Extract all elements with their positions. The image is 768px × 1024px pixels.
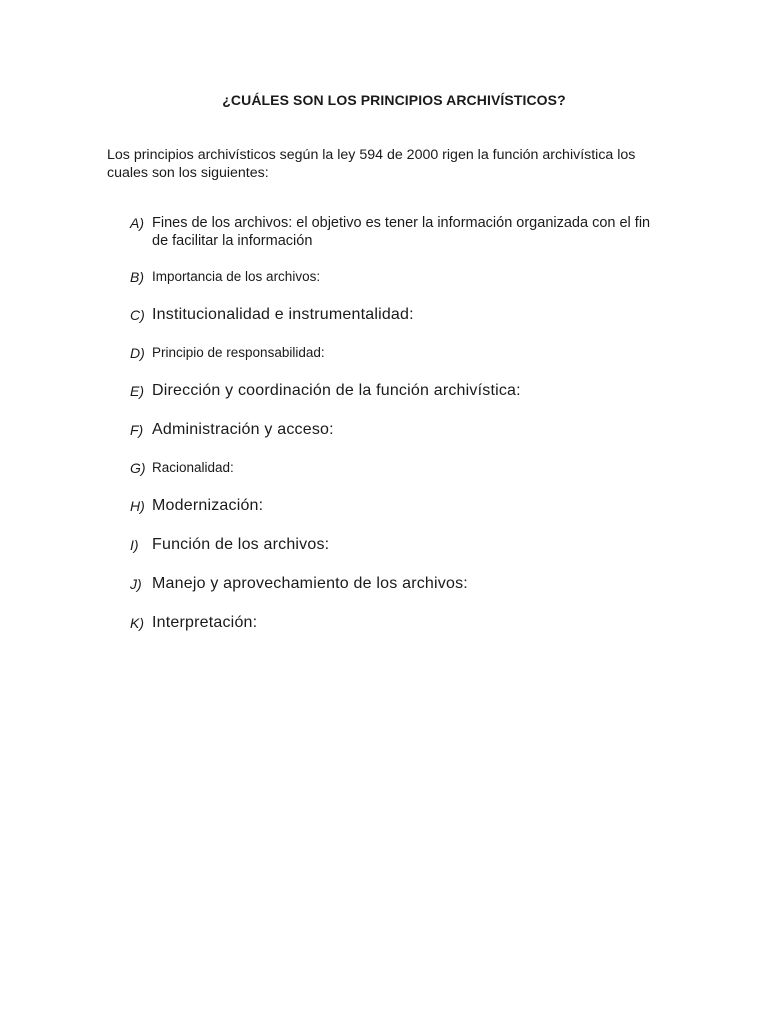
principles-list [130,214,670,633]
list-item-letter: B) [130,269,144,285]
list-item-text: Racionalidad: [152,460,234,475]
list-item [130,535,670,555]
list-item-text: Administración y acceso: [152,421,334,438]
list-item-letter: G) [130,460,146,476]
list-item-text: Interpretación: [152,614,258,631]
list-item-letter: K) [130,615,144,631]
list-item [130,214,670,250]
intro-paragraph: Los principios archivísticos según la ley 594 de 2000 rigen la función archivística los cuales son los siguientes: [107,147,636,181]
list-item-letter: C) [130,307,145,323]
list-item-text: Institucionalidad e instrumentalidad: [152,306,414,323]
list-item [130,381,670,401]
list-item-text: Principio de responsabilidad: [152,345,325,360]
list-item [130,459,670,477]
list-item-text: Función de los archivos: [152,536,330,553]
document-title: ¿CUÁLES SON LOS PRINCIPIOS ARCHIVÍSTICOS? [222,92,566,108]
list-item [130,574,670,594]
list-item-text: Dirección y coordinación de la función archivística: [152,382,521,399]
list-item-text: Fines de los archivos: el objetivo es tener la información organizada con el fin de facilitar la información [152,215,651,249]
list-item [130,420,670,440]
list-item [130,268,670,286]
list-item [130,496,670,516]
list-item [130,613,670,633]
list-item-letter: D) [130,345,145,361]
list-item-text: Importancia de los archivos: [152,269,321,284]
list-item-letter: A) [130,215,144,231]
list-item-letter: I) [130,537,139,553]
list-item-letter: E) [130,383,144,399]
list-item-letter: F) [130,422,144,438]
list-item-text: Manejo y aprovechamiento de los archivos: [152,575,468,592]
list-item-text: Modernización: [152,497,264,514]
list-item-letter: J) [130,576,142,592]
list-item [130,344,670,362]
list-item [130,305,670,325]
list-item-letter: H) [130,498,145,514]
